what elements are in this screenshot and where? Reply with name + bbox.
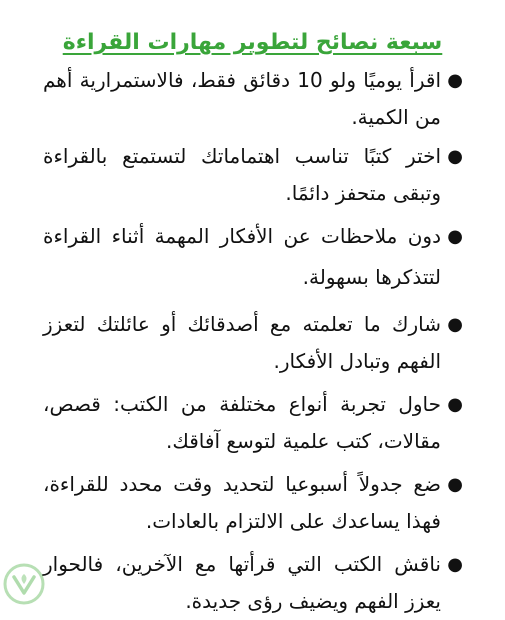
tip-item-4 [43,306,463,380]
bullet-icon: ● [447,474,463,495]
bullet-icon: ● [447,394,463,415]
bullet-icon: ● [447,226,463,247]
bullet-icon: ● [447,554,463,575]
leaf-badge-icon [2,562,46,606]
tip-item-6 [43,466,463,540]
tip-text: اختر كتبًا تناسب اهتماماتك لتستمتع بالقراءة وتبقى متحفز دائمًا. [43,144,441,205]
tip-item-1 [43,62,463,136]
bullet-icon: ● [447,70,463,91]
bullet-icon: ● [447,314,463,335]
tip-text: شارك ما تعلمته مع أصدقائك أو عائلتك لتعزز الفهم وتبادل الأفكار. [43,312,441,373]
bullet-icon: ● [447,146,463,167]
tip-item-5 [43,386,463,460]
tip-text: ناقش الكتب التي قرأتها مع الآخرين، فالحوار يعزز الفهم ويضيف رؤى جديدة. [43,552,441,613]
document-title: سبعة نصائح لتطوير مهارات القراءة [62,30,443,55]
tip-text: دون ملاحظات عن الأفكار المهمة أثناء القراءة لتتذكرها بسهولة. [43,224,441,289]
tip-text: حاول تجربة أنواع مختلفة من الكتب: قصص، مقالات، كتب علمية لتوسع آفاقك. [43,392,441,453]
tip-text: ضع جدولاً أسبوعيا لتحديد وقت محدد للقراءة، فهذا يساعدك على الالتزام بالعادات. [43,472,441,533]
tip-text: اقرأ يوميًا ولو 10 دقائق فقط، فالاستمرارية أهم من الكمية. [43,68,441,129]
tips-list [43,62,463,620]
tip-item-7 [43,546,463,620]
tip-item-2 [43,138,463,212]
tip-item-3 [43,216,463,298]
